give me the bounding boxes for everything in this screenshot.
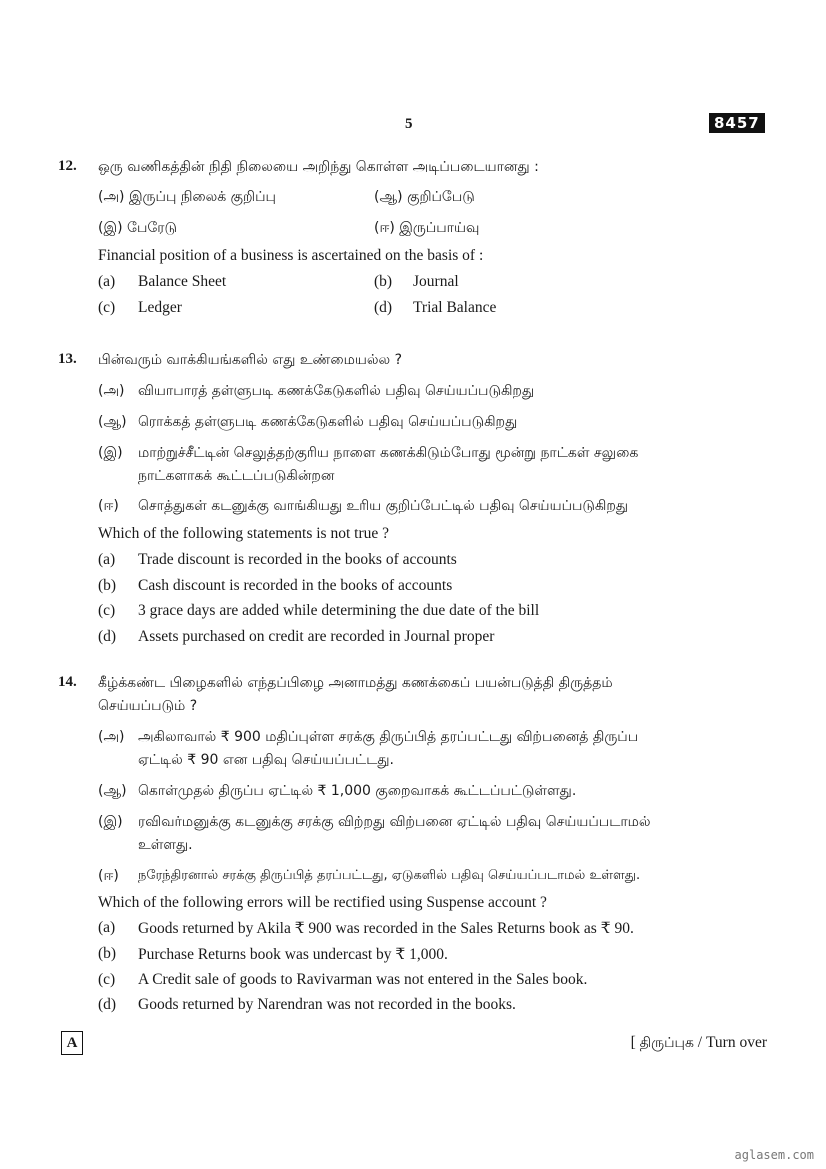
option-label: (c) — [98, 299, 116, 316]
option-label: (ஈ) — [98, 498, 119, 514]
option-label: (இ) — [98, 814, 123, 830]
question-number: 14. — [58, 674, 77, 690]
option-text: Balance Sheet — [138, 273, 227, 290]
question-text-tamil: பின்வரும் வாக்கியங்களில் எது உண்மையல்ல ? — [98, 352, 403, 368]
option-text: Trial Balance — [413, 299, 497, 316]
option-label: (b) — [98, 945, 117, 962]
option-text: 3 grace days are added while determining the due date of the bill — [138, 602, 540, 619]
option-text: நரேந்திரனால் சரக்கு திருப்பித் தரப்பட்டது, ஏடுகளில் பதிவு செய்யப்படாமல் உள்ளது. — [138, 868, 641, 883]
option-label: (a) — [98, 273, 116, 290]
version-box: A — [61, 1031, 83, 1055]
paper-code-badge: 8457 — [709, 113, 765, 133]
watermark: aglasem.com — [734, 1148, 814, 1162]
turn-over-label — [631, 1034, 767, 1053]
bracket: [ — [630, 1034, 636, 1051]
option-text: Purchase Returns book was undercast by ₹ 1,000. — [138, 946, 448, 963]
option-label: (a) — [98, 919, 116, 936]
option-text-continued: உள்ளது. — [138, 837, 193, 853]
question-text-tamil: ஒரு வணிகத்தின் நிதி நிலையை அறிந்து கொள்ள அடிப்படையானது : — [98, 159, 539, 175]
option-row — [98, 220, 177, 238]
option-text: A Credit sale of goods to Ravivarman was not entered in the Sales book. — [138, 971, 588, 988]
option-text: ரவிவர்மனுக்கு கடனுக்கு சரக்கு விற்றது விற்பனை ஏட்டில் பதிவு செய்யப்படாமல் — [138, 814, 651, 830]
option-text: பேரேடு — [127, 220, 178, 236]
option-row — [374, 189, 475, 207]
option-text: Ledger — [138, 299, 182, 316]
question-text-english: Which of the following statements is not true ? — [98, 525, 389, 542]
option-label: (ஆ) — [98, 414, 127, 430]
option-text: Goods returned by Narendran was not recorded in the books. — [138, 996, 516, 1013]
option-label: (அ) — [98, 383, 125, 399]
option-text-continued: நாட்களாகக் கூட்டப்படுகின்றன — [138, 468, 335, 484]
option-text: இருப்பு நிலைக் குறிப்பு — [128, 189, 276, 205]
option-label: (d) — [98, 996, 117, 1013]
option-label: (இ) — [98, 220, 123, 236]
turn-over-tamil: திருப்புக — [639, 1035, 694, 1051]
option-text: சொத்துகள் கடனுக்கு வாங்கியது உரிய குறிப்பேட்டில் பதிவு செய்யப்படுகிறது — [138, 498, 629, 514]
option-text: ரொக்கத் தள்ளுபடி கணக்கேடுகளில் பதிவு செய்யப்படுகிறது — [138, 414, 518, 430]
option-label: (c) — [98, 602, 116, 619]
option-label: (அ) — [98, 729, 125, 745]
question-text-tamil: கீழ்க்கண்ட பிழைகளில் எந்தப்பிழை அனாமத்து கணக்கைப் பயன்படுத்தி திருத்தம் — [98, 675, 613, 691]
question-text-english: Financial position of a business is ascertained on the basis of : — [98, 247, 484, 264]
question-number: 13. — [58, 351, 77, 367]
option-row — [98, 189, 276, 207]
option-text: அகிலாவால் ₹ 900 மதிப்புள்ள சரக்கு திருப்பித் தரப்பட்டது விற்பனைத் திருப்ப — [138, 729, 639, 745]
option-label: (c) — [98, 971, 116, 988]
option-text: மாற்றுச்சீட்டின் செலுத்தற்குரிய நாளை கணக்கிடும்போது மூன்று நாட்கள் சலுகை — [138, 445, 639, 461]
option-label: (அ) — [98, 189, 125, 205]
option-label: (b) — [98, 577, 117, 594]
separator: / — [697, 1034, 703, 1051]
option-label: (b) — [374, 273, 393, 290]
option-label: (ஈ) — [98, 868, 119, 884]
option-text: Goods returned by Akila ₹ 900 was recorded in the Sales Returns book as ₹ 90. — [138, 920, 634, 937]
question-text-tamil-continued: செய்யப்படும் ? — [98, 698, 198, 714]
option-text: குறிப்பேடு — [407, 189, 475, 205]
option-text: கொள்முதல் திருப்ப ஏட்டில் ₹ 1,000 குறைவாகக் கூட்டப்பட்டுள்ளது. — [138, 783, 577, 799]
option-label: (இ) — [98, 445, 123, 461]
option-label: (d) — [374, 299, 393, 316]
option-label: (ஆ) — [98, 783, 127, 799]
option-label: (ஆ) — [374, 189, 403, 205]
option-text: Trade discount is recorded in the books of accounts — [138, 551, 457, 568]
option-label: (ஈ) — [374, 220, 395, 236]
option-text: Assets purchased on credit are recorded in Journal proper — [138, 628, 495, 645]
option-label: (d) — [98, 628, 117, 645]
page-number: 5 — [405, 116, 413, 132]
question-text-english: Which of the following errors will be rectified using Suspense account ? — [98, 894, 547, 911]
option-row — [374, 220, 479, 238]
option-text: இருப்பாய்வு — [399, 220, 480, 236]
option-text-continued: ஏட்டில் ₹ 90 என பதிவு செய்யப்பட்டது. — [138, 752, 394, 768]
option-text: Cash discount is recorded in the books of accounts — [138, 577, 453, 594]
option-text: வியாபாரத் தள்ளுபடி கணக்கேடுகளில் பதிவு செய்யப்படுகிறது — [138, 383, 535, 399]
turn-over-english: Turn over — [705, 1034, 767, 1051]
option-text: Journal — [413, 273, 459, 290]
option-label: (a) — [98, 551, 116, 568]
question-number: 12. — [58, 158, 77, 174]
